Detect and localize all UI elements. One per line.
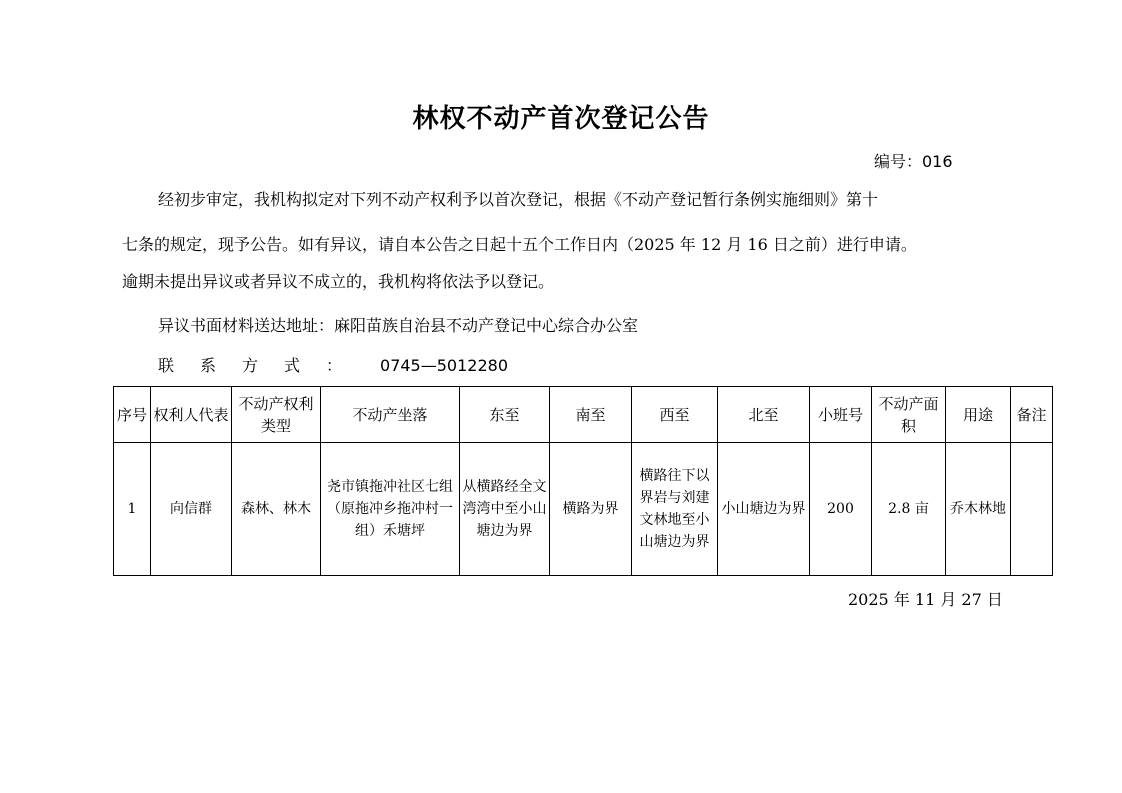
header-cell: 西至 [632,387,718,443]
table-header-row [114,387,1053,443]
notice-title: 林权不动产首次登记公告 [412,104,710,134]
cell-area: 2.8 亩 [872,443,946,576]
contact-label: 联系方式： [158,356,369,375]
doc-number: 编号：016 [874,152,953,171]
cell-south: 横路为界 [550,443,632,576]
table-row [114,443,1053,576]
header-cell: 东至 [460,387,550,443]
contact-line [158,356,508,376]
cell-seq: 1 [114,443,151,576]
cell-right-type: 森林、林木 [232,443,321,576]
cell-remark [1011,443,1053,576]
header-cell: 南至 [550,387,632,443]
objection-address: 异议书面材料送达地址：麻阳苗族自治县不动产登记中心综合办公室 [158,316,639,335]
header-cell: 用途 [946,387,1011,443]
header-cell: 备注 [1011,387,1053,443]
header-cell: 小班号 [810,387,872,443]
paragraph-1-line-1: 经初步审定，我机构拟定对下列不动产权利予以首次登记，根据《不动产登记暂行条例实施细则》第十 [158,190,879,209]
header-cell: 北至 [718,387,810,443]
cell-west: 横路往下以界岩与刘建文林地至小山塘边为界 [632,443,718,576]
header-cell: 不动产面积 [872,387,946,443]
registration-table [113,386,1053,576]
header-cell: 权利人代表 [151,387,232,443]
cell-use: 乔木林地 [946,443,1011,576]
header-cell: 不动产坐落 [321,387,460,443]
header-cell: 不动产权利类型 [232,387,321,443]
cell-east: 从横路经全文湾湾中至小山塘边为界 [460,443,550,576]
cell-holder: 向信群 [151,443,232,576]
header-cell: 序号 [114,387,151,443]
cell-north: 小山塘边为界 [718,443,810,576]
contact-phone: 0745—5012280 [380,356,508,375]
notice-paragraph-1 [122,190,1007,292]
cell-location: 尧市镇拖冲社区七组（原拖冲乡拖冲村一组）禾塘坪 [321,443,460,576]
paragraph-1-line-2: 七条的规定，现予公告。如有异议，请自本公告之日起十五个工作日内（2025 年 12 月 16 日之前）进行申请。 [122,235,917,254]
paragraph-1-line-3: 逾期未提出异议或者异议不成立的，我机构将依法予以登记。 [122,272,555,291]
cell-subcompartment: 200 [810,443,872,576]
notice-date: 2025 年 11 月 27 日 [848,590,1003,609]
